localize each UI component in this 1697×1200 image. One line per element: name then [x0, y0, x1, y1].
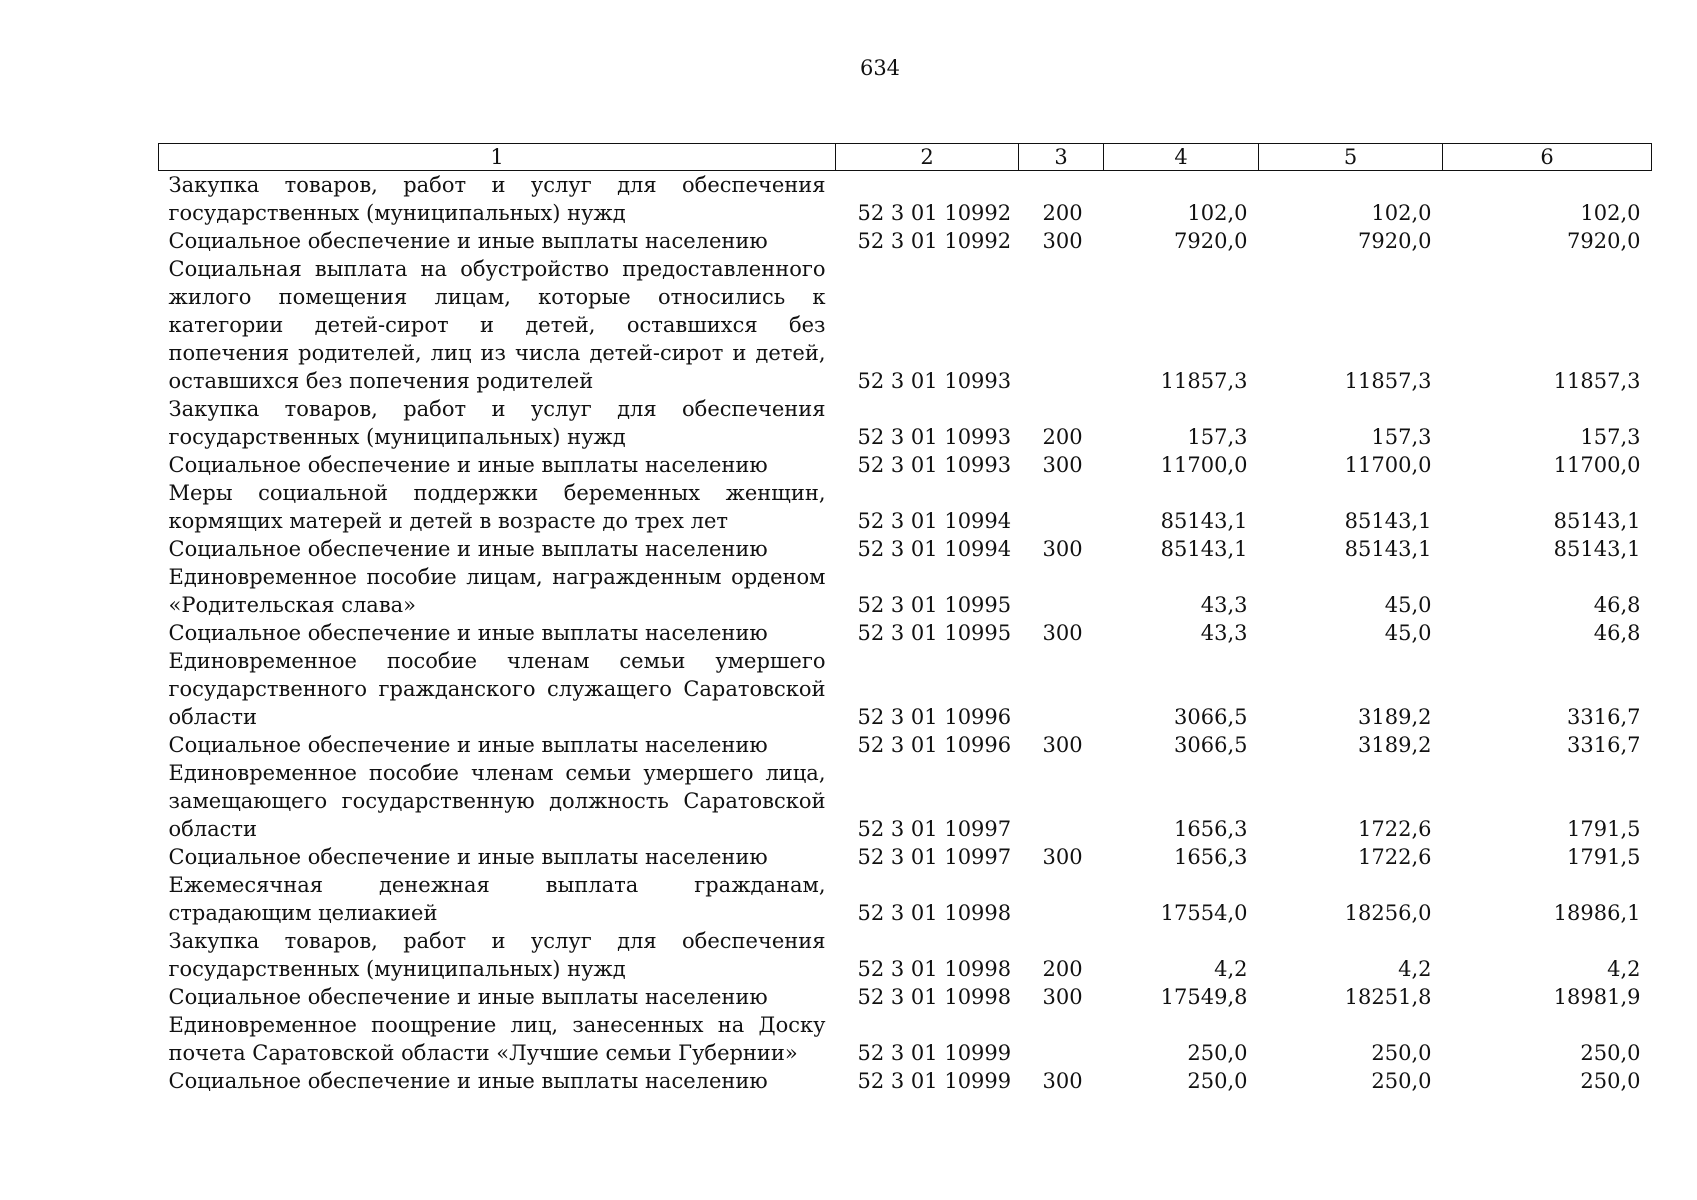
row-year3-cell: 1791,5	[1567, 817, 1641, 841]
row-year1-cell: 250,0	[1187, 1041, 1248, 1065]
row-name-cell: Единовременное пособие членам семьи умершего государственного гражданского служащего Саратовской области	[168, 649, 826, 729]
row-year2-cell: 3189,2	[1358, 733, 1432, 757]
row-year3-cell: 3316,7	[1567, 705, 1641, 729]
row-type-cell	[1019, 647, 1104, 731]
row-year2-cell: 250,0	[1371, 1041, 1432, 1065]
table-row	[159, 479, 1652, 535]
row-name-cell: Социальное обеспечение и иные выплаты населению	[168, 537, 768, 561]
row-year3-cell: 18986,1	[1553, 901, 1641, 925]
row-code-cell: 52 3 01 10998	[857, 957, 1012, 981]
row-year2-cell: 85143,1	[1344, 537, 1432, 561]
row-year3-cell: 102,0	[1580, 201, 1641, 225]
row-year3-cell: 85143,1	[1553, 537, 1641, 561]
row-name-cell: Закупка товаров, работ и услуг для обеспечения государственных (муниципальных) нужд	[168, 397, 826, 449]
row-year3-cell: 18981,9	[1553, 985, 1641, 1009]
row-year2-cell: 18256,0	[1344, 901, 1432, 925]
row-type-cell: 300	[1042, 733, 1083, 757]
row-code-cell: 52 3 01 10997	[857, 817, 1012, 841]
table-row	[159, 1067, 1652, 1095]
row-year2-cell: 85143,1	[1344, 509, 1432, 533]
table-row	[159, 619, 1652, 647]
row-name-cell: Социальная выплата на обустройство предоставленного жилого помещения лицам, которые относились к категории детей-сирот и детей, оставшихся без попечения родителей, лиц из числа детей-сирот и детей, оставшихся без попечения родителей	[168, 257, 826, 393]
table-row	[159, 759, 1652, 843]
row-name-cell: Социальное обеспечение и иные выплаты населению	[168, 229, 768, 253]
row-code-cell: 52 3 01 10994	[857, 537, 1012, 561]
row-type-cell	[1019, 479, 1104, 535]
row-name-cell: Меры социальной поддержки беременных женщин, кормящих матерей и детей в возрасте до трех лет	[168, 481, 826, 533]
row-type-cell: 300	[1042, 229, 1083, 253]
row-type-cell: 300	[1042, 845, 1083, 869]
row-year3-cell: 250,0	[1580, 1069, 1641, 1093]
row-year3-cell: 85143,1	[1553, 509, 1641, 533]
row-year2-cell: 157,3	[1371, 425, 1432, 449]
page-number: 634	[859, 56, 901, 80]
row-name-cell: Закупка товаров, работ и услуг для обеспечения государственных (муниципальных) нужд	[168, 173, 826, 225]
row-code-cell: 52 3 01 10993	[857, 425, 1012, 449]
table-row	[159, 983, 1652, 1011]
row-name-cell: Социальное обеспечение и иные выплаты населению	[168, 985, 768, 1009]
row-year3-cell: 157,3	[1580, 425, 1641, 449]
row-name-cell: Ежемесячная денежная выплата гражданам, страдающим целиакией	[168, 873, 826, 925]
header-cell-type-column: 3	[1019, 144, 1104, 171]
row-code-cell: 52 3 01 10997	[857, 845, 1012, 869]
row-name-cell: Единовременное поощрение лиц, занесенных на Доску почета Саратовской области «Лучшие семьи Губернии»	[168, 1013, 826, 1065]
row-year1-cell: 85143,1	[1160, 509, 1248, 533]
row-year1-cell: 43,3	[1200, 621, 1248, 645]
row-name-cell: Социальное обеспечение и иные выплаты населению	[168, 1069, 768, 1093]
row-code-cell: 52 3 01 10996	[857, 733, 1012, 757]
table-header	[159, 144, 1652, 171]
row-year2-cell: 45,0	[1384, 593, 1432, 617]
table-row	[159, 535, 1652, 563]
header-cell-year2-column: 5	[1259, 144, 1443, 171]
row-type-cell: 300	[1042, 537, 1083, 561]
row-year1-cell: 3066,5	[1174, 733, 1248, 757]
row-year2-cell: 7920,0	[1358, 229, 1432, 253]
table-row	[159, 927, 1652, 983]
row-year2-cell: 18251,8	[1344, 985, 1432, 1009]
row-name-cell: Закупка товаров, работ и услуг для обеспечения государственных (муниципальных) нужд	[168, 929, 826, 981]
row-code-cell: 52 3 01 10995	[857, 593, 1012, 617]
table-body	[159, 171, 1652, 1096]
row-year3-cell: 1791,5	[1567, 845, 1641, 869]
row-year2-cell: 4,2	[1398, 957, 1432, 981]
row-year1-cell: 85143,1	[1160, 537, 1248, 561]
table-row	[159, 843, 1652, 871]
row-year1-cell: 4,2	[1214, 957, 1248, 981]
row-year1-cell: 17554,0	[1160, 901, 1248, 925]
row-type-cell	[1019, 759, 1104, 843]
table-row	[159, 227, 1652, 255]
row-year2-cell: 1722,6	[1358, 845, 1432, 869]
row-year1-cell: 102,0	[1187, 201, 1248, 225]
row-year2-cell: 3189,2	[1358, 705, 1432, 729]
table-row	[159, 451, 1652, 479]
row-year2-cell: 45,0	[1384, 621, 1432, 645]
table-row	[159, 731, 1652, 759]
row-name-cell: Социальное обеспечение и иные выплаты населению	[168, 453, 768, 477]
row-year3-cell: 11857,3	[1553, 369, 1641, 393]
row-type-cell: 300	[1042, 1069, 1083, 1093]
table-row	[159, 255, 1652, 395]
table-row	[159, 1011, 1652, 1067]
row-year3-cell: 4,2	[1607, 957, 1641, 981]
row-code-cell: 52 3 01 10998	[857, 901, 1012, 925]
row-type-cell: 200	[1042, 957, 1083, 981]
row-name-cell: Социальное обеспечение и иные выплаты населению	[168, 845, 768, 869]
row-type-cell: 300	[1042, 453, 1083, 477]
row-year1-cell: 1656,3	[1174, 817, 1248, 841]
row-code-cell: 52 3 01 10995	[857, 621, 1012, 645]
header-cell-name-column: 1	[159, 144, 836, 171]
row-year2-cell: 102,0	[1371, 201, 1432, 225]
row-code-cell: 52 3 01 10999	[857, 1041, 1012, 1065]
row-year3-cell: 3316,7	[1567, 733, 1641, 757]
header-row	[159, 144, 1652, 171]
row-year3-cell: 46,8	[1593, 593, 1641, 617]
header-cell-code-column: 2	[836, 144, 1019, 171]
row-type-cell: 200	[1042, 201, 1083, 225]
row-type-cell: 300	[1042, 621, 1083, 645]
row-type-cell: 200	[1042, 425, 1083, 449]
row-code-cell: 52 3 01 10994	[857, 509, 1012, 533]
row-type-cell	[1019, 871, 1104, 927]
table-row	[159, 647, 1652, 731]
row-name-cell: Единовременное пособие членам семьи умершего лица, замещающего государственную должность Саратовской области	[168, 761, 826, 841]
row-year1-cell: 17549,8	[1160, 985, 1248, 1009]
row-type-cell	[1019, 1011, 1104, 1067]
row-year1-cell: 7920,0	[1174, 229, 1248, 253]
row-year1-cell: 157,3	[1187, 425, 1248, 449]
row-name-cell: Социальное обеспечение и иные выплаты населению	[168, 621, 768, 645]
row-name-cell: Социальное обеспечение и иные выплаты населению	[168, 733, 768, 757]
row-code-cell: 52 3 01 10998	[857, 985, 1012, 1009]
row-code-cell: 52 3 01 10993	[857, 369, 1012, 393]
row-code-cell: 52 3 01 10999	[857, 1069, 1012, 1093]
row-name-cell: Единовременное пособие лицам, награжденным орденом «Родительская слава»	[168, 565, 826, 617]
row-type-cell	[1019, 563, 1104, 619]
row-code-cell: 52 3 01 10992	[857, 229, 1012, 253]
header-cell-year3-column: 6	[1443, 144, 1652, 171]
row-year1-cell: 1656,3	[1174, 845, 1248, 869]
table-row	[159, 563, 1652, 619]
budget-table	[158, 143, 1652, 1095]
row-year1-cell: 250,0	[1187, 1069, 1248, 1093]
row-year1-cell: 11700,0	[1160, 453, 1248, 477]
table-row	[159, 395, 1652, 451]
row-year3-cell: 250,0	[1580, 1041, 1641, 1065]
row-year3-cell: 7920,0	[1567, 229, 1641, 253]
row-year2-cell: 1722,6	[1358, 817, 1432, 841]
row-code-cell: 52 3 01 10996	[857, 705, 1012, 729]
row-year1-cell: 11857,3	[1160, 369, 1248, 393]
row-year3-cell: 11700,0	[1553, 453, 1641, 477]
row-code-cell: 52 3 01 10993	[857, 453, 1012, 477]
row-year2-cell: 11700,0	[1344, 453, 1432, 477]
row-code-cell: 52 3 01 10992	[857, 201, 1012, 225]
row-year1-cell: 3066,5	[1174, 705, 1248, 729]
table-row	[159, 871, 1652, 927]
row-year3-cell: 46,8	[1593, 621, 1641, 645]
row-type-cell	[1019, 255, 1104, 395]
table-row	[159, 171, 1652, 228]
row-year2-cell: 11857,3	[1344, 369, 1432, 393]
header-cell-year1-column: 4	[1104, 144, 1259, 171]
row-year2-cell: 250,0	[1371, 1069, 1432, 1093]
row-year1-cell: 43,3	[1200, 593, 1248, 617]
row-type-cell: 300	[1042, 985, 1083, 1009]
